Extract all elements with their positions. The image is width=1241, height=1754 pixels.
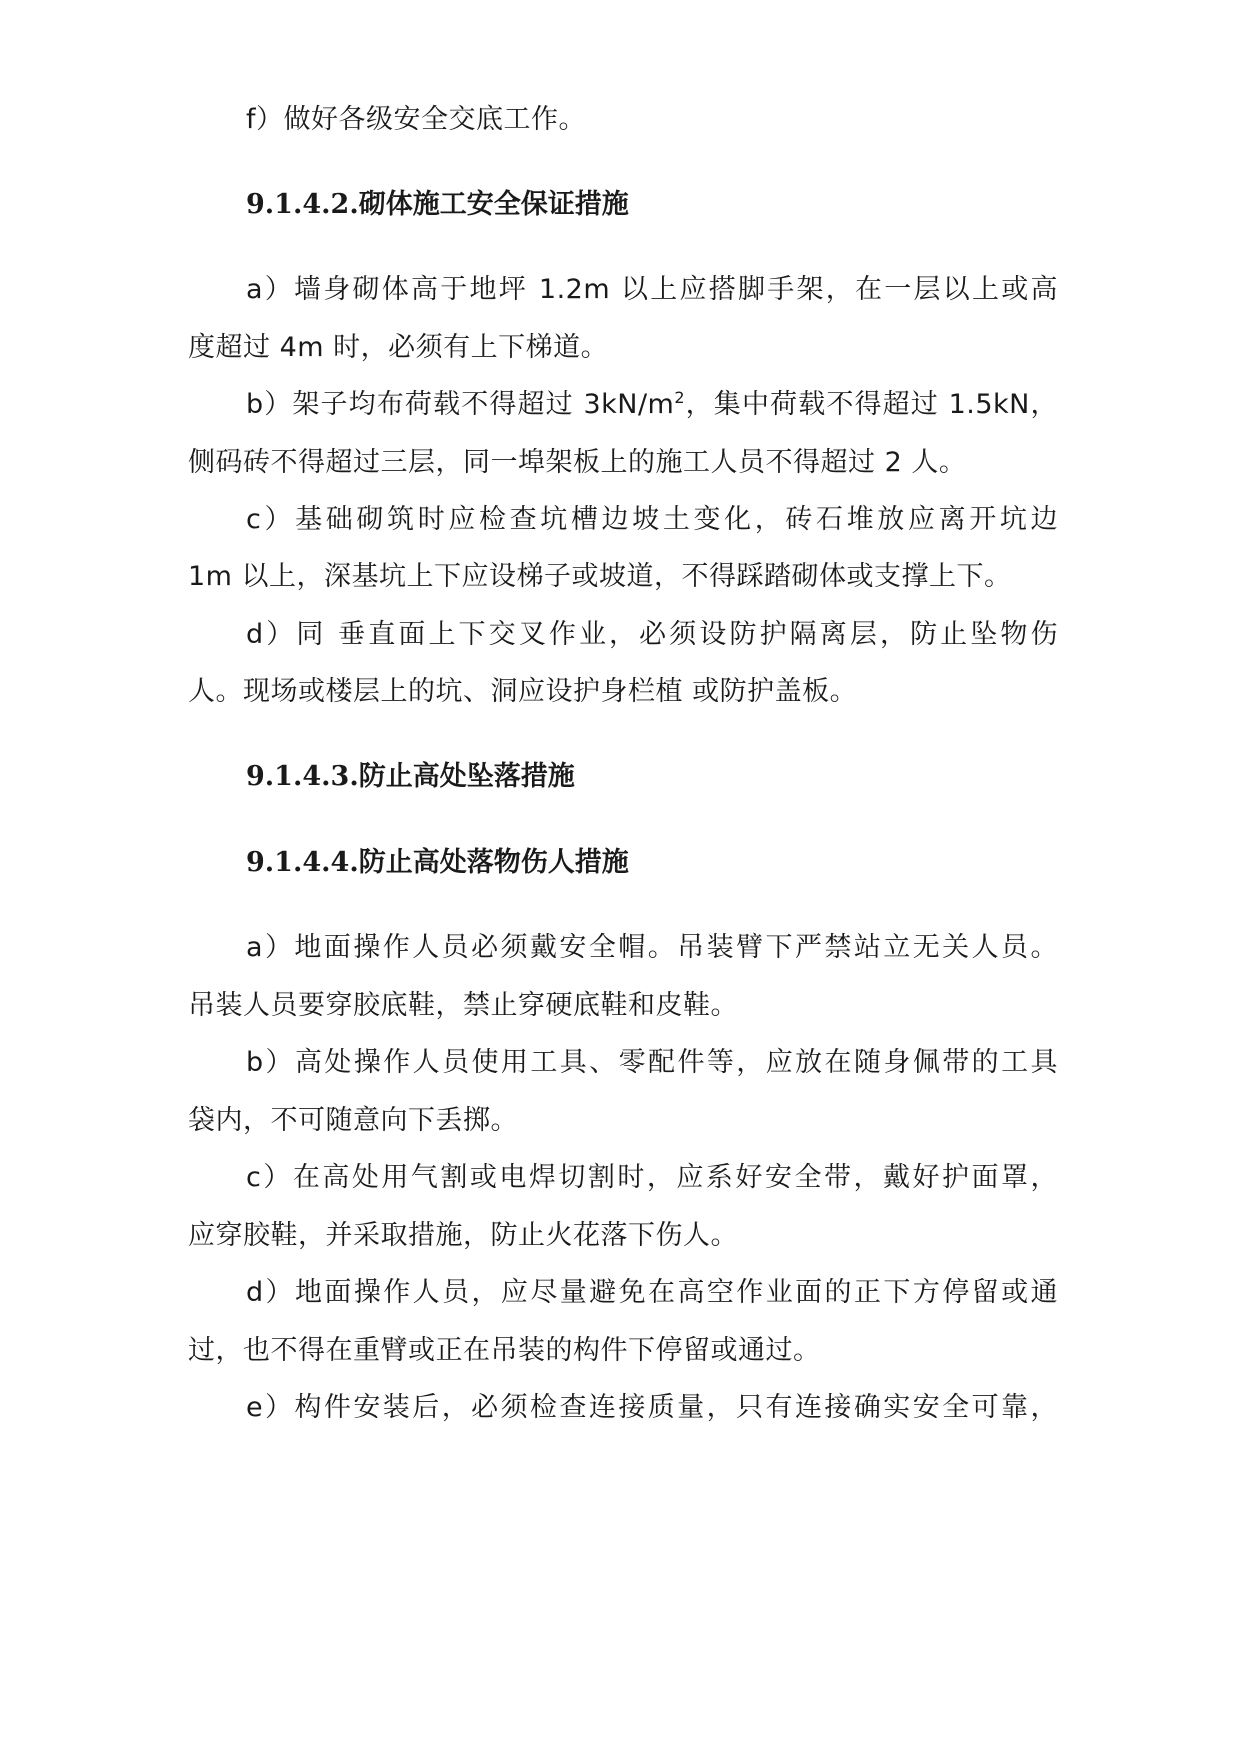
paragraph-b1-text-post: ，集中荷载不得超过 1.5kN， xyxy=(685,389,1058,420)
paragraph-d2-line2: 过，也不得在重臂或正在吊装的构件下停留或通过。 xyxy=(188,1335,821,1366)
paragraph-e2-line1: e）构件安装后，必须检查连接质量，只有连接确实安全可靠， xyxy=(246,1392,1058,1423)
paragraph-d2-line1: d）地面操作人员，应尽量避免在高空作业面的正下方停留或通 xyxy=(246,1277,1058,1308)
paragraph-c1-line1: c）基础砌筑时应检查坑槽边坡土变化，砖石堆放应离开坑边 xyxy=(246,504,1058,535)
paragraph-c2-line2: 应穿胶鞋，并采取措施，防止火花落下伤人。 xyxy=(188,1220,738,1251)
paragraph-b2-line2: 袋内，不可随意向下丢掷。 xyxy=(188,1105,518,1136)
paragraph-b1-line2: 侧码砖不得超过三层，同一埠架板上的施工人员不得超过 2 人。 xyxy=(188,447,967,478)
paragraph-f: f）做好各级安全交底工作。 xyxy=(246,104,587,135)
paragraph-c1-line2: 1m 以上，深基坑上下应设梯子或坡道，不得踩踏砌体或支撑上下。 xyxy=(188,561,1012,592)
heading-9-1-4-3: 9.1.4.3.防止高处坠落措施 xyxy=(246,761,575,792)
heading-9-1-4-2: 9.1.4.2.砌体施工安全保证措施 xyxy=(246,189,629,220)
paragraph-c2-line1: c）在高处用气割或电焊切割时，应系好安全带，戴好护面罩， xyxy=(246,1162,1058,1193)
paragraph-a1-line2: 度超过 4m 时，必须有上下梯道。 xyxy=(188,332,609,363)
paragraph-a1-line1: a）墙身砌体高于地坪 1.2m 以上应搭脚手架，在一层以上或高 xyxy=(246,274,1058,305)
heading-9-1-4-4: 9.1.4.4.防止高处落物伤人措施 xyxy=(246,847,629,878)
paragraph-b1-text-pre: b）架子均布荷载不得超过 3kN/m xyxy=(246,389,675,420)
paragraph-a2-line1: a）地面操作人员必须戴安全帽。吊装臂下严禁站立无关人员。 xyxy=(246,932,1058,963)
paragraph-d1-line2: 人。现场或楼层上的坑、洞应设护身栏植 或防护盖板。 xyxy=(188,676,858,707)
paragraph-b1-line1 xyxy=(246,385,1058,425)
paragraph-b2-line1: b）高处操作人员使用工具、零配件等，应放在随身佩带的工具 xyxy=(246,1047,1058,1078)
superscript-2: 2 xyxy=(674,388,686,407)
paragraph-d1-line1: d）同 垂直面上下交叉作业，必须设防护隔离层，防止坠物伤 xyxy=(246,619,1058,650)
paragraph-a2-line2: 吊装人员要穿胶底鞋，禁止穿硬底鞋和皮鞋。 xyxy=(188,990,738,1021)
